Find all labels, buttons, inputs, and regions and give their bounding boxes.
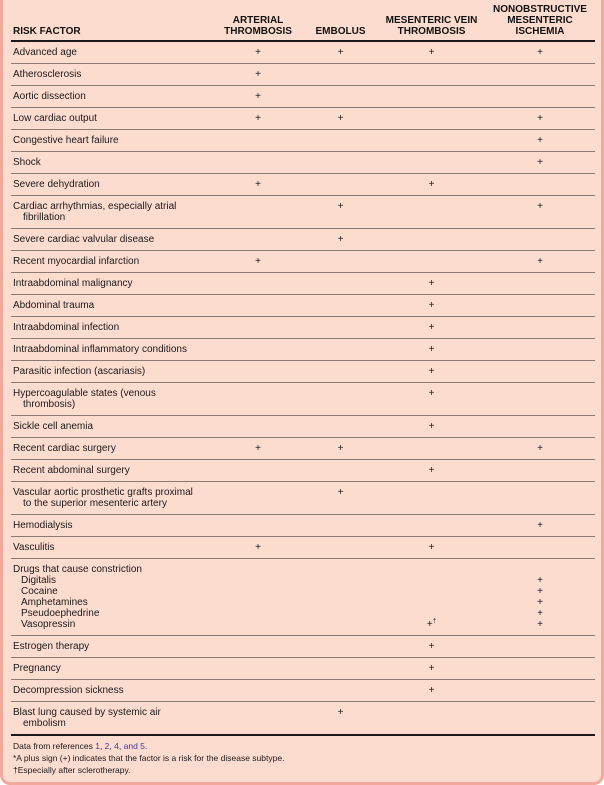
empty-cell [213,383,303,416]
risk-cell [378,41,485,64]
drug-mark-slot [213,608,303,619]
risk-factor-label [11,438,213,460]
risk-mark: + [337,113,344,124]
table-row [11,702,595,736]
drug-mark-slot [303,575,378,586]
header-arterial-thrombosis [213,4,303,41]
drug-item: Digitalis [21,575,57,586]
risk-mark: + [428,366,435,377]
risk-factor-text: Blast lung caused by systemic air [13,707,161,718]
drug-mark-slot [485,586,595,597]
empty-cell [213,658,303,680]
ref-link-5[interactable]: 5 [140,741,145,751]
drug-mark-spacer [378,564,485,575]
risk-factor-label [11,108,213,130]
table-row [11,460,595,482]
empty-cell [378,152,485,174]
header-mesenteric-vein-thrombosis [378,4,485,41]
table-row [11,251,595,273]
drug-mark-spacer [485,564,595,575]
table-body [11,41,595,735]
risk-factor-label [11,636,213,658]
empty-cell [303,317,378,339]
risk-mark: + [428,421,435,432]
risk-factor-text: Vascular aortic prosthetic grafts proximal [13,487,193,498]
empty-cell [485,295,595,317]
risk-mark: + [537,575,543,586]
risk-factor-text: Severe cardiac valvular disease [13,234,155,245]
drug-mark-slot [303,608,378,619]
risk-factor-label [11,339,213,361]
risk-factor-label [11,273,213,295]
table-row [11,438,595,460]
empty-cell [213,273,303,295]
empty-cell [303,416,378,438]
risk-factor-text: Cardiac arrhythmias, especially atrial [13,201,177,212]
drug-marks-column [378,559,485,636]
risk-mark: + [428,641,435,652]
source-note: Data from references 1, 2, 4, and 5. [13,741,148,751]
empty-cell [378,108,485,130]
risk-factor-text: Severe dehydration [13,179,100,190]
risk-cell [378,680,485,702]
risk-factor-text-cont: to the superior mesenteric artery [23,498,167,509]
risk-mark: + [428,388,435,399]
risk-cell [213,174,303,196]
risk-cell [303,482,378,515]
empty-cell [485,229,595,251]
header-risk-factor: RISK FACTOR [11,4,213,41]
empty-cell [485,416,595,438]
empty-cell [485,658,595,680]
empty-cell [485,64,595,86]
risk-mark: + [537,201,543,212]
risk-factor-label [11,680,213,702]
risk-cell [378,636,485,658]
empty-cell [378,64,485,86]
risk-mark: + [337,47,344,58]
risk-cell [378,273,485,295]
risk-mark: + [537,256,543,267]
drug-mark-slot [485,575,595,586]
risk-factor-label [11,702,213,736]
risk-mark: + [428,344,435,355]
empty-cell [485,636,595,658]
table-row [11,174,595,196]
drug-marks-column [303,559,378,636]
risk-mark: + [537,619,543,630]
risk-factor-text: Recent cardiac surgery [13,443,116,454]
risk-mark: + [537,586,543,597]
table-row [11,64,595,86]
risk-factor-text: Hemodialysis [13,520,73,531]
risk-factor-label [11,658,213,680]
empty-cell [378,86,485,108]
risk-mark: + [428,663,435,674]
empty-cell [378,515,485,537]
risk-mark: + [255,113,261,124]
risk-mark: + [428,685,435,696]
drug-item: Amphetamines [21,597,88,608]
drug-mark-slot [378,597,485,608]
drug-mark-slot [378,575,485,586]
risk-factor-text: Atherosclerosis [13,69,82,80]
risk-factor-label [11,86,213,108]
risk-mark: + [428,465,435,476]
risk-factor-text: Pregnancy [13,663,61,674]
empty-cell [485,383,595,416]
empty-cell [213,317,303,339]
risk-factor-label [11,41,213,64]
empty-cell [378,482,485,515]
table-row [11,317,595,339]
table-row [11,537,595,559]
risk-cell [485,196,595,229]
table-row [11,86,595,108]
table-row [11,383,595,416]
risk-cell [378,339,485,361]
empty-cell [303,636,378,658]
risk-cell [378,295,485,317]
header-row [11,4,595,41]
risk-factor-label [11,229,213,251]
risk-cell [485,438,595,460]
header-mesenteric-vein-thrombosis-text: MESENTERIC VEIN THROMBOSIS [385,15,478,37]
risk-mark: + [537,47,543,58]
risk-factor-label [11,174,213,196]
risk-cell [485,515,595,537]
empty-cell [303,86,378,108]
risk-factor-text: Intraabdominal infection [13,322,120,333]
table-row [11,295,595,317]
table-row [11,361,595,383]
empty-cell [303,295,378,317]
empty-cell [213,339,303,361]
risk-cell [378,658,485,680]
risk-cell [213,64,303,86]
risk-factor-label [11,64,213,86]
empty-cell [485,702,595,736]
empty-cell [213,130,303,152]
empty-cell [303,152,378,174]
risk-mark: + [537,520,543,531]
risk-factor-text: Intraabdominal malignancy [13,278,133,289]
empty-cell [303,64,378,86]
empty-cell [303,251,378,273]
empty-cell [213,196,303,229]
drug-item: Cocaine [21,586,58,597]
risk-cell [213,41,303,64]
risk-cell [213,537,303,559]
table-row [11,41,595,64]
risk-cell [485,152,595,174]
risk-factor-label [11,152,213,174]
table-row [11,196,595,229]
empty-cell [213,295,303,317]
ref-link-1[interactable]: 1 [95,741,100,751]
drug-mark-slot [485,597,595,608]
ref-link-4[interactable]: 4 [114,741,119,751]
risk-mark: + [537,443,543,454]
drug-mark-spacer [303,564,378,575]
drug-mark-slot [303,597,378,608]
drug-mark-spacer [213,564,303,575]
header-nonobstructive-ischemia [485,4,595,41]
empty-cell [485,537,595,559]
risk-factor-text: Hypercoagulable states (venous [13,388,156,399]
drug-mark-slot [213,619,303,630]
risk-cell [303,196,378,229]
risk-mark: + [428,300,435,311]
risk-factor-text: Shock [13,157,41,168]
ref-link-2[interactable]: 2 [104,741,110,751]
risk-factor-text-cont: thrombosis) [23,399,76,410]
empty-cell [485,174,595,196]
risk-factor-text: Vasculitis [13,542,55,553]
risk-factor-label [11,559,213,636]
risk-mark: + [428,322,435,333]
risk-cell [378,537,485,559]
empty-cell [378,702,485,736]
risk-factor-text: Intraabdominal inflammatory conditions [13,344,187,355]
empty-cell [485,86,595,108]
drug-mark-slot [378,608,485,619]
drug-marks-column [213,559,303,636]
risk-factor-label [11,130,213,152]
empty-cell [378,251,485,273]
empty-cell [213,416,303,438]
risk-mark: + [428,179,435,190]
drug-mark-slot [378,586,485,597]
header-embolus: EMBOLUS [303,4,378,41]
risk-cell [303,108,378,130]
risk-factor-label [11,251,213,273]
risk-mark: + [428,542,435,553]
risk-factor-label [11,295,213,317]
risk-factor-label [11,361,213,383]
risk-mark: + [428,278,435,289]
risk-mark: + [255,179,261,190]
risk-mark: + [428,47,435,58]
table-row [11,482,595,515]
risk-mark: + [255,443,261,454]
risk-factor-label [11,515,213,537]
empty-cell [303,658,378,680]
risk-mark: + [255,69,261,80]
drug-mark-slot [485,619,595,630]
risk-cell [213,438,303,460]
risk-cell [378,317,485,339]
empty-cell [213,460,303,482]
risk-factor-text-cont: fibrillation [23,212,66,223]
drug-mark-slot [303,586,378,597]
risk-factor-text: Low cardiac output [13,113,97,124]
drug-mark-slot [303,619,378,630]
empty-cell [378,229,485,251]
table-footnotes [13,740,601,776]
risk-mark: + [337,487,344,498]
risk-factor-text: Congestive heart failure [13,135,119,146]
empty-cell [378,130,485,152]
risk-cell [485,251,595,273]
empty-cell [303,515,378,537]
table-row [11,680,595,702]
table-row [11,416,595,438]
table-row [11,273,595,295]
drug-mark-slot [213,575,303,586]
risk-mark: + [537,608,543,619]
risk-factor-text: Advanced age [13,47,77,58]
empty-cell [303,339,378,361]
empty-cell [213,702,303,736]
risk-mark: + [537,157,543,168]
risk-cell [378,416,485,438]
risk-factor-label [11,482,213,515]
risk-cell [303,229,378,251]
empty-cell [303,460,378,482]
empty-cell [485,273,595,295]
risk-cell [378,174,485,196]
risk-cell [485,41,595,64]
risk-factor-text: Recent abdominal surgery [13,465,130,476]
empty-cell [213,229,303,251]
drug-mark-slot [485,608,595,619]
empty-cell [303,361,378,383]
risk-mark: + [337,201,344,212]
header-arterial-thrombosis-text: ARTERIAL THROMBOSIS [224,15,292,37]
empty-cell [213,515,303,537]
risk-factor-text: Sickle cell anemia [13,421,94,432]
empty-cell [213,361,303,383]
empty-cell [213,636,303,658]
empty-cell [485,317,595,339]
risk-factor-text: Abdominal trauma [13,300,95,311]
empty-cell [303,383,378,416]
risk-mark: + [337,443,344,454]
risk-mark: + [255,542,261,553]
empty-cell [303,537,378,559]
risk-cell [303,41,378,64]
empty-cell [213,680,303,702]
risk-factor-text: Recent myocardial infarction [13,256,140,267]
source-prefix: Data from references [13,741,96,751]
risk-factor-text: Decompression sickness [13,685,124,696]
table-row [11,636,595,658]
risk-cell [378,361,485,383]
empty-cell [303,680,378,702]
empty-cell [485,339,595,361]
table-row [11,130,595,152]
risk-mark: + [255,256,261,267]
empty-cell [485,680,595,702]
empty-cell [303,174,378,196]
risk-cell [303,438,378,460]
risk-mark: + [537,113,543,124]
risk-factor-label [11,383,213,416]
table-row [11,515,595,537]
risk-factor-label [11,537,213,559]
empty-cell [485,361,595,383]
risk-cell [213,251,303,273]
risk-mark: + [537,135,543,146]
risk-mark: + [337,234,344,245]
risk-cell [378,460,485,482]
empty-cell [485,482,595,515]
risk-mark: + [255,47,261,58]
drug-marks-column [485,559,595,636]
table-row-drugs [11,559,595,636]
risk-cell [213,108,303,130]
risk-factor-label [11,196,213,229]
table-row [11,229,595,251]
empty-cell [213,152,303,174]
risk-factor-label [11,460,213,482]
empty-cell [213,482,303,515]
risk-cell [213,86,303,108]
drug-mark-slot [378,619,485,630]
footnote-dagger: †Especially after sclerotherapy. [13,765,131,775]
risk-factor-label [11,416,213,438]
risk-cell [485,130,595,152]
risk-cell [303,702,378,736]
risk-factor-text: Drugs that cause constriction [13,564,142,575]
table-row [11,152,595,174]
table-row [11,108,595,130]
risk-factor-table [11,4,595,736]
ref-and: and [123,741,138,751]
drug-item: Vasopressin [21,619,76,630]
header-nonobstructive-ischemia-text: NONOBSTRUCTIVE MESENTERIC ISCHEMIA [493,4,587,37]
risk-factor-text: Estrogen therapy [13,641,90,652]
empty-cell [378,438,485,460]
risk-factor-text-cont: embolism [23,718,66,729]
risk-factor-text: Parasitic infection (ascariasis) [13,366,146,377]
empty-cell [485,460,595,482]
risk-cell [378,383,485,416]
empty-cell [378,196,485,229]
risk-mark: + [337,707,344,718]
risk-mark: +† [426,618,437,630]
table-row [11,339,595,361]
risk-factor-text: Aortic dissection [13,91,86,102]
drug-mark-slot [213,586,303,597]
risk-mark: + [537,597,543,608]
risk-mark: + [255,91,261,102]
drug-item: Pseudoephedrine [21,608,100,619]
empty-cell [303,273,378,295]
table-row [11,658,595,680]
drug-mark-slot [213,597,303,608]
empty-cell [303,130,378,152]
risk-cell [485,108,595,130]
risk-factor-label [11,317,213,339]
footnote-plus-sign: *A plus sign (+) indicates that the factor is a risk for the disease subtype. [13,753,285,763]
